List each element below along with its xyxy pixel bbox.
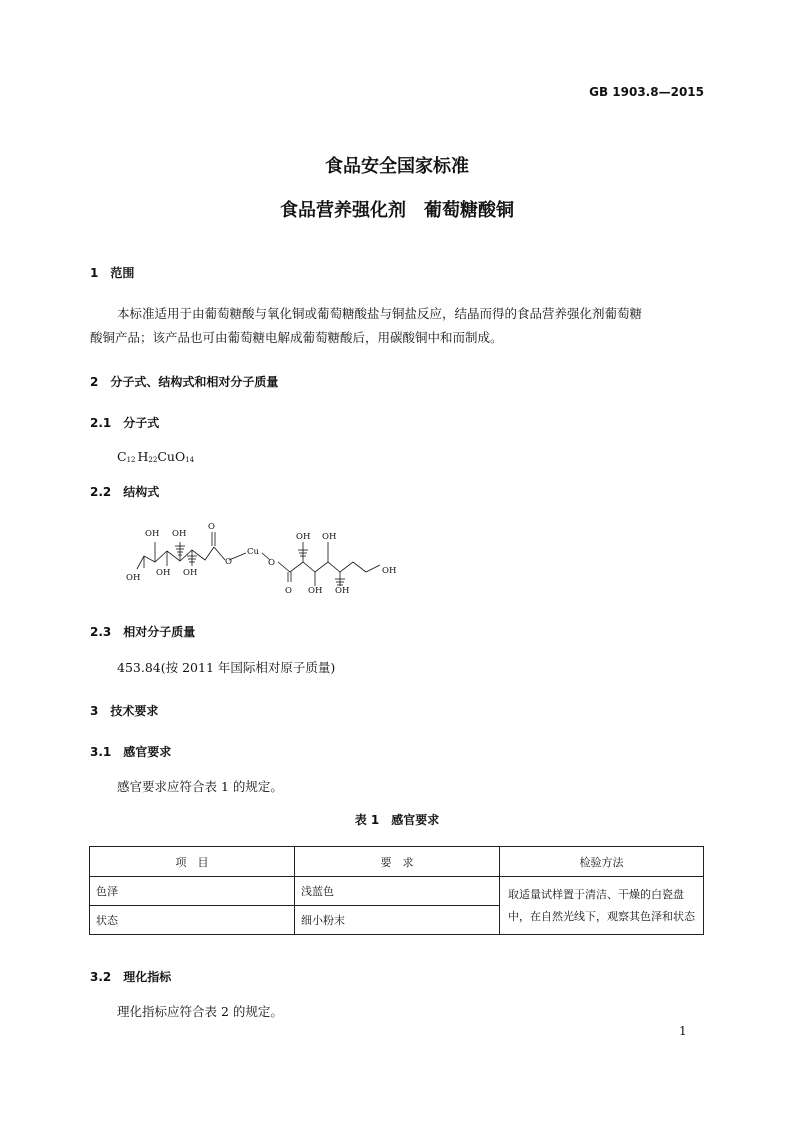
section-1-para-line-2: 酸铜产品；该产品也可由葡萄糖电解成葡萄糖酸后，用碳酸铜中和而制成。 — [90, 330, 503, 345]
section-1-para-line-1: 本标准适用于由葡萄糖酸与氧化铜或葡萄糖酸盐与铜盐反应，结晶而得的食品营养强化剂葡萄糖 — [117, 306, 643, 321]
cell-requirement: 细小粉末 — [295, 906, 500, 935]
cell-method — [500, 877, 704, 935]
standard-code: GB 1903.8—2015 — [589, 85, 704, 99]
column-header-requirement: 要 求 — [295, 847, 500, 877]
section-3-1-text: 感官要求应符合表 1 的规定。 — [117, 779, 283, 794]
cu-label: Cu — [247, 547, 259, 557]
oh-label: OH — [126, 573, 141, 583]
oh-label: OH — [322, 532, 337, 542]
column-header-method: 检验方法 — [500, 847, 704, 877]
cell-item: 状态 — [90, 906, 295, 935]
section-3-1-heading: 3.1 感官要求 — [90, 745, 172, 759]
section-3-heading: 3 技术要求 — [90, 704, 159, 718]
oh-label: OH — [382, 566, 397, 576]
section-2-2-heading: 2.2 结构式 — [90, 485, 160, 499]
oh-label: OH — [172, 529, 187, 539]
o-label: O — [208, 522, 215, 532]
cell-requirement: 浅蓝色 — [295, 877, 500, 906]
section-3-2-heading: 3.2 理化指标 — [90, 970, 172, 984]
table-row — [90, 877, 704, 906]
oh-label: OH — [183, 568, 198, 578]
molecular-formula: $C_{12}$ $H_{22}CuO_{14}$ — [117, 449, 195, 464]
title-line-2: 食品营养强化剂 葡萄糖酸铜 — [280, 200, 514, 221]
section-3-2-text: 理化指标应符合表 2 的规定。 — [117, 1004, 283, 1019]
o-label: O — [225, 557, 232, 567]
cell-item: 色泽 — [90, 877, 295, 906]
o-label: O — [285, 586, 292, 596]
page-number: 1 — [679, 1024, 687, 1038]
molecular-mass: 453.84(按 2011 年国际相对原子质量) — [117, 660, 336, 675]
oh-label: OH — [156, 568, 171, 578]
table-header-row — [90, 847, 704, 877]
o-label: O — [268, 558, 275, 568]
right-gluconate-chain — [262, 542, 380, 586]
section-2-heading: 2 分子式、结构式和相对分子质量 — [90, 375, 279, 389]
method-line-2: 中，在自然光线下，观察其色泽和状态 — [508, 909, 695, 923]
column-header-item: 项 目 — [90, 847, 295, 877]
title-line-1: 食品安全国家标准 — [325, 156, 469, 177]
table-1 — [89, 846, 704, 935]
method-line-1: 取适量试样置于清洁、干燥的白瓷盘 — [508, 887, 684, 901]
section-2-3-heading: 2.3 相对分子质量 — [90, 625, 196, 639]
table-1-caption: 表 1 感官要求 — [354, 813, 440, 827]
oh-label: OH — [335, 586, 350, 596]
oh-label: OH — [145, 529, 160, 539]
oh-label: OH — [308, 586, 323, 596]
section-2-1-heading: 2.1 分子式 — [90, 416, 160, 430]
oh-label: OH — [296, 532, 311, 542]
section-1-heading: 1 范围 — [90, 266, 135, 280]
structural-formula — [110, 520, 410, 600]
